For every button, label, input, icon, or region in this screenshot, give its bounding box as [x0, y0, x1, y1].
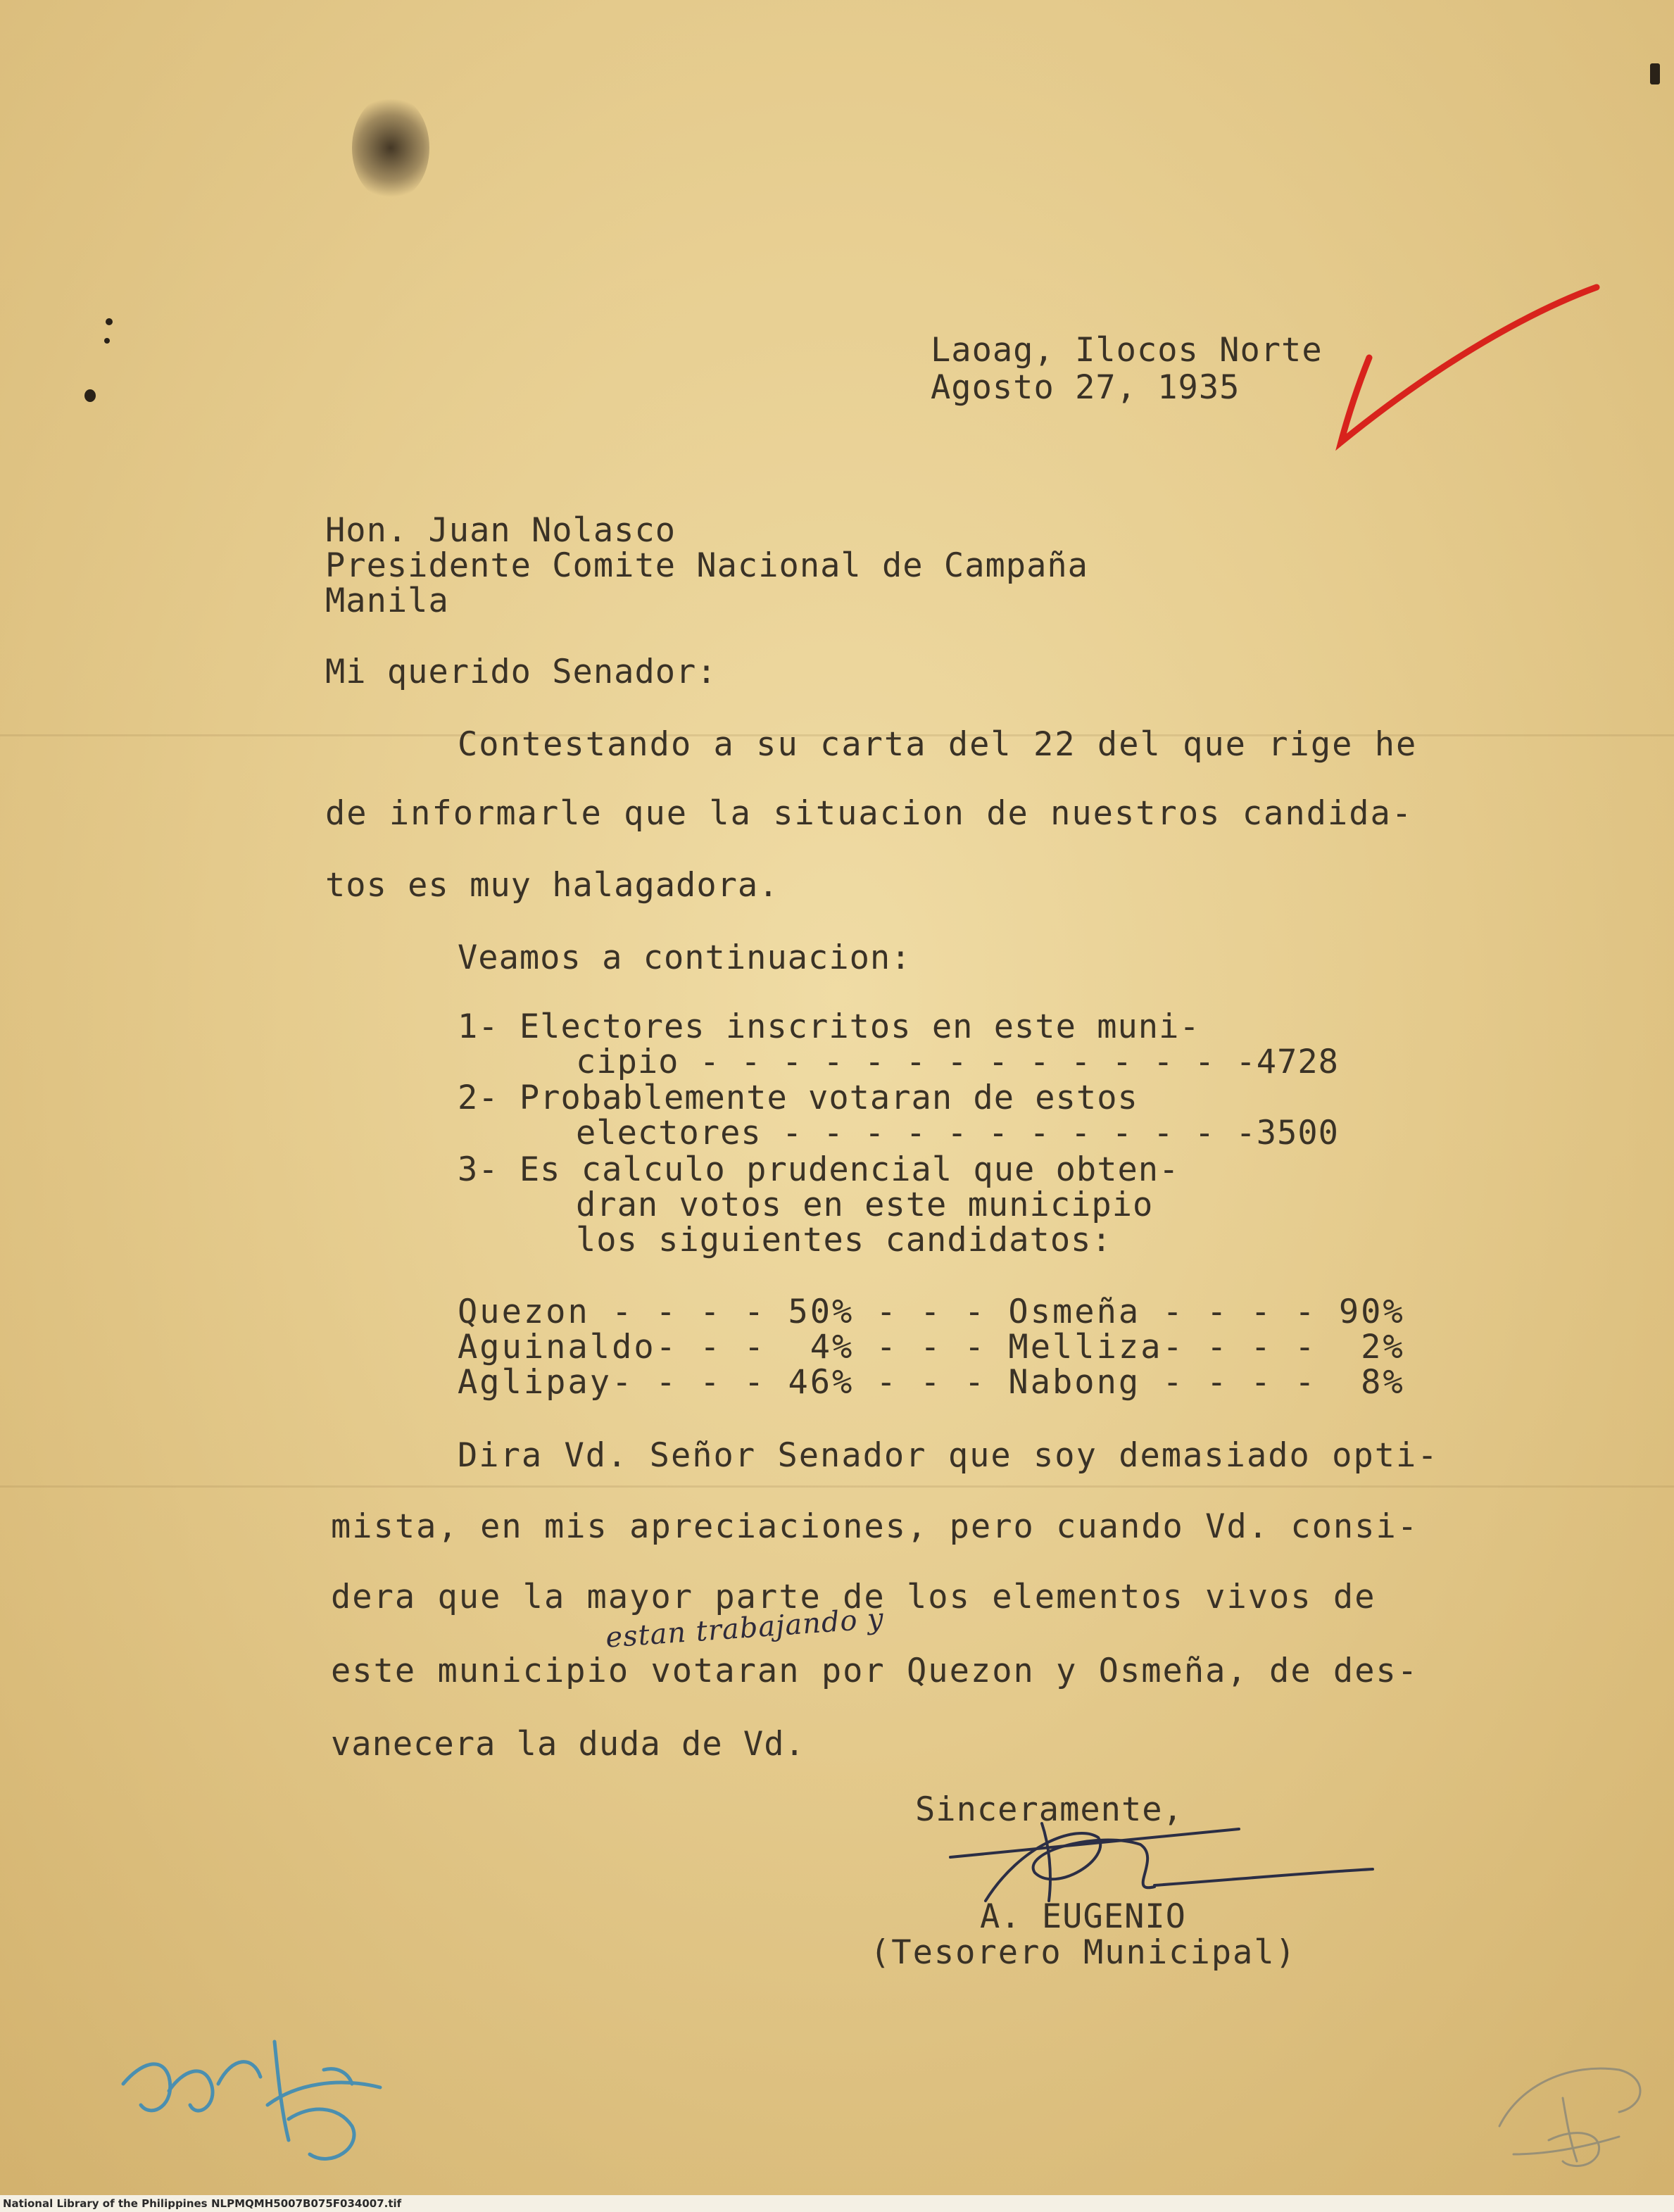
list-item: 3- Es calculo prudencial que obten- [458, 1150, 1180, 1189]
footer-file-id: NLPMQMH5007B075F034007.tif [211, 2197, 402, 2210]
body-line: vanecera la duda de Vd. [331, 1725, 805, 1764]
body-line: este municipio votaran por Quezon y Osmeña, de des- [331, 1652, 1419, 1690]
letter-date: Agosto 27, 1935 [931, 368, 1240, 407]
results-row: Aguinaldo- - - 4% - - - Melliza- - - - 2% [458, 1328, 1405, 1366]
signer-title: (Tesorero Municipal) [870, 1933, 1297, 1972]
footer-library: National Library of the Philippines [3, 2197, 208, 2210]
results-row: Quezon - - - - 50% - - - Osmeña - - - - 90% [458, 1293, 1405, 1331]
body-line: dera que la mayor parte de los elementos vivos de [331, 1578, 1376, 1616]
list-item: cipio - - - - - - - - - - - - - -4728 [576, 1043, 1339, 1081]
body-line: Contestando a su carta del 22 del que rige he [458, 725, 1418, 764]
results-row: Aglipay- - - - 46% - - - Nabong - - - - 8% [458, 1363, 1405, 1402]
pencil-mark-icon [1499, 2068, 1640, 2166]
blue-ink-initials-icon [123, 2042, 380, 2158]
body-line: mista, en mis apreciaciones, pero cuando Vd. consi- [331, 1507, 1419, 1546]
list-item: 2- Probablemente votaran de estos [458, 1079, 1138, 1117]
list-item: 1- Electores inscritos en este muni- [458, 1007, 1200, 1046]
recipient-city: Manila [325, 582, 449, 620]
list-intro: Veamos a continuacion: [458, 938, 912, 977]
body-line: Dira Vd. Señor Senador que soy demasiado opti- [458, 1436, 1439, 1475]
archive-footer [0, 2195, 1674, 2212]
red-check-mark-icon [1341, 287, 1597, 442]
signer-name: A. EUGENIO [980, 1897, 1186, 1936]
recipient-title: Presidente Comite Nacional de Campaña [325, 546, 1088, 585]
closing: Sinceramente, [915, 1790, 1183, 1829]
signature-icon [950, 1823, 1373, 1901]
list-item: electores - - - - - - - - - - - -3500 [576, 1114, 1339, 1152]
recipient-name: Hon. Juan Nolasco [325, 511, 676, 550]
list-item: los siguientes candidatos: [576, 1221, 1112, 1259]
list-item: dran votos en este municipio [576, 1186, 1154, 1224]
handwritten-insertion: estan trabajando y [604, 1602, 886, 1654]
body-line: de informarle que la situacion de nuestros candida- [325, 794, 1414, 833]
body-line: tos es muy halagadora. [325, 866, 779, 905]
letter-place: Laoag, Ilocos Norte [931, 331, 1323, 370]
salutation: Mi querido Senador: [325, 653, 717, 691]
